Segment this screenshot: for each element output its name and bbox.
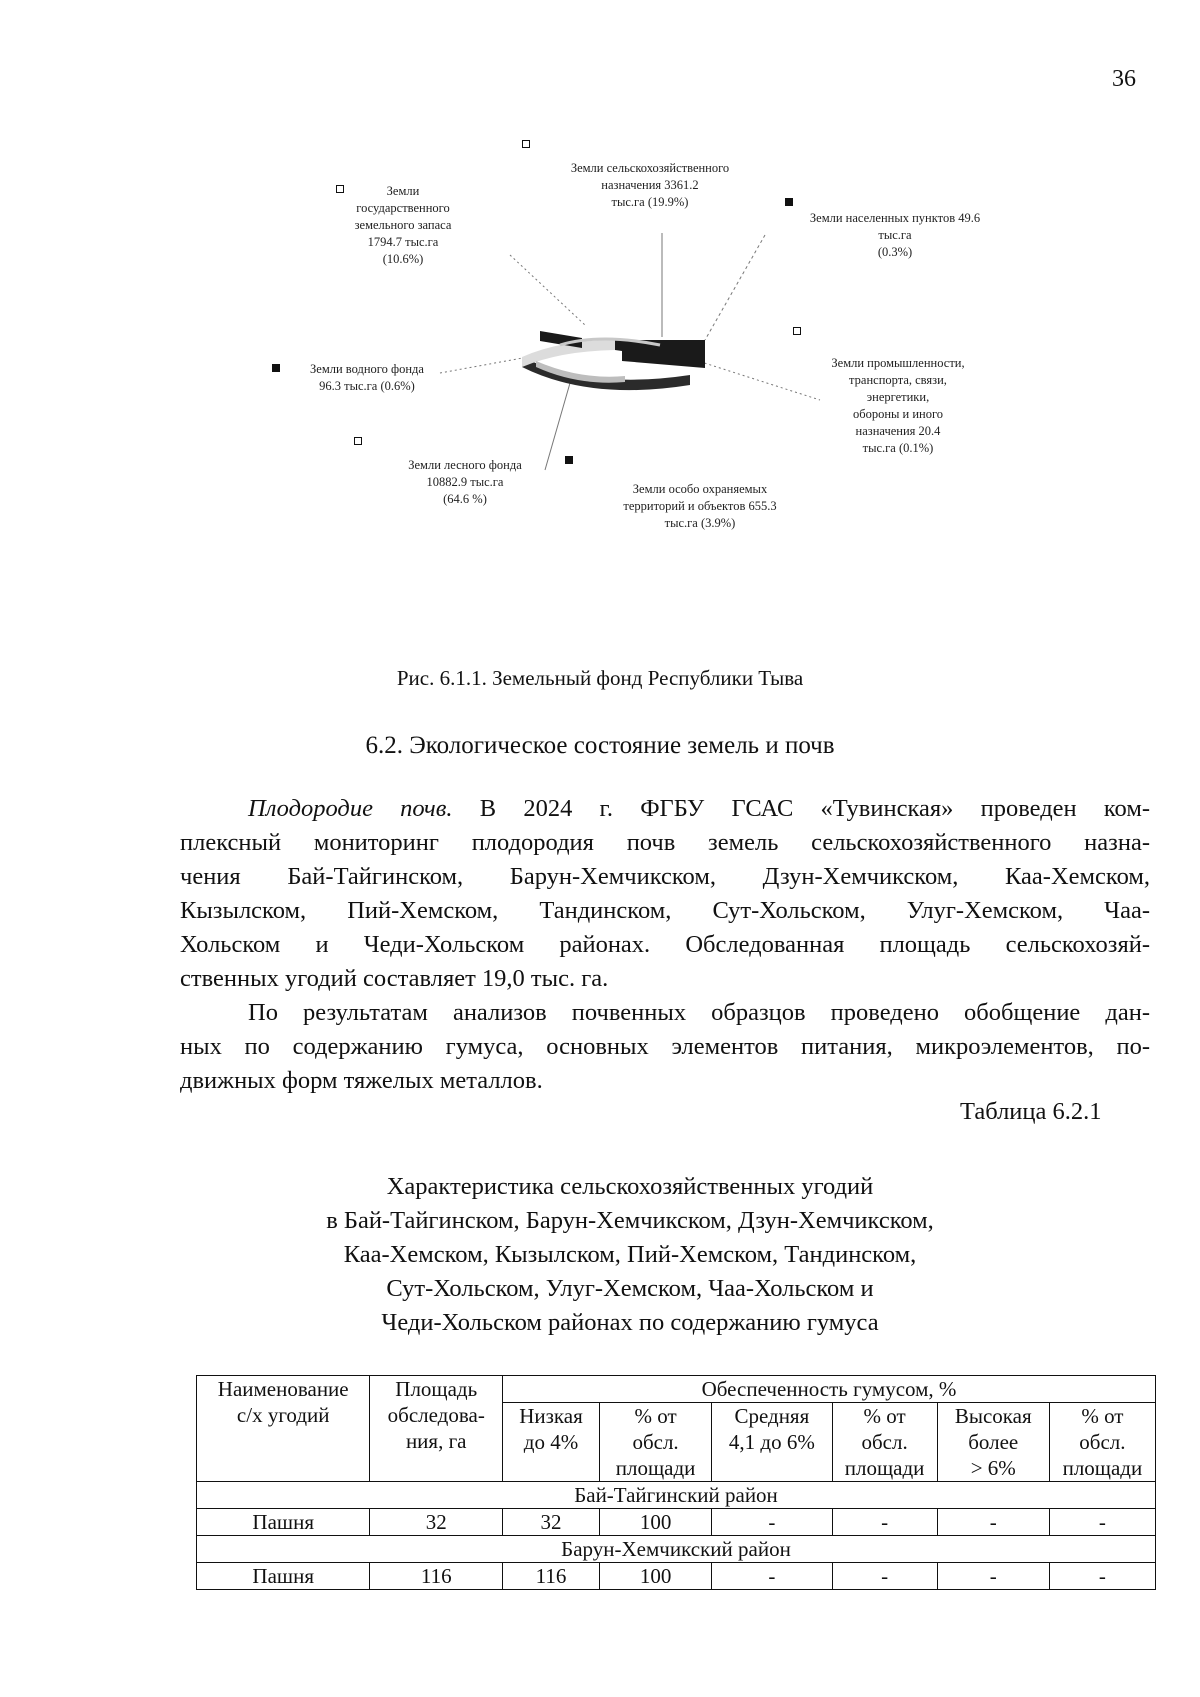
legend-marker-filled [272,364,280,372]
cell-high: - [937,1509,1049,1536]
table-label: Таблица 6.2.1 [960,1098,1102,1125]
cell-high-percent: - [1049,1563,1155,1590]
paragraph-line: Хольском и Чеди-Хольском районах. Обследованная площадь сельскохозяй- [180,931,1150,958]
paragraph-lead: Плодородие почв. [248,795,453,822]
paragraph-analysis [180,996,1150,1098]
paragraph-line: движных форм тяжелых металлов. [180,1067,543,1094]
region-row [197,1482,1156,1509]
cell-area: 32 [370,1509,503,1536]
legend-marker-open [522,140,530,148]
pie-slices [522,331,705,390]
header-low-percent: % от обсл. площади [599,1403,711,1482]
cell-medium-percent: - [832,1563,937,1590]
cell-high: - [937,1563,1049,1590]
cell-medium: - [712,1509,832,1536]
humus-table [196,1375,1156,1590]
cell-low-percent: 100 [599,1563,711,1590]
label-water-land: Земли водного фонда 96.3 тыс.га (0.6%) [310,362,424,393]
cell-low-percent: 100 [599,1509,711,1536]
label-protected-land: Земли особо охраняемых территорий и объектов 655.3 тыс.га (3.9%) [623,482,777,530]
header-high: Высокая более > 6% [937,1403,1049,1482]
region-name: Барун-Хемчикский район [197,1536,1156,1563]
leader-line [510,255,585,325]
paragraph-line: плексный мониторинг плодородия почв земель сельскохозяйственного назна- [180,829,1150,856]
header-medium-percent: % от обсл. площади [832,1403,937,1482]
paragraph-line: ственных угодий составляет 19,0 тыс. га. [180,965,609,992]
header-land-type: Наименование с/х угодий [197,1376,370,1482]
paragraph-line: По результатам анализов почвенных образцов проведено обобщение дан- [248,999,1150,1026]
region-row [197,1536,1156,1563]
paragraph-line: ных по содержанию гумуса, основных элементов питания, микроэлементов, по- [180,1033,1150,1060]
leader-line [705,235,765,340]
label-forest-land: Земли лесного фонда 10882.9 тыс.га (64.6 %) [408,458,522,506]
leader-line [695,360,820,400]
cell-medium: - [712,1563,832,1590]
cell-medium-percent: - [832,1509,937,1536]
legend-marker-open [354,437,362,445]
figure-caption: Рис. 6.1.1. Земельный фонд Республики Тыва [396,666,804,690]
header-medium: Средняя 4,1 до 6% [712,1403,832,1482]
page-number: 36 [1112,66,1136,92]
label-settlement-land: Земли населенных пунктов 49.6 тыс.га (0.3%) [809,211,981,259]
paragraph-soil-fertility [180,792,1150,996]
header-low: Низкая до 4% [503,1403,600,1482]
section-heading: 6.2. Экологическое состояние земель и почв [365,732,835,759]
cell-land-type: Пашня [197,1509,370,1536]
cell-low: 116 [503,1563,600,1590]
cell-area: 116 [370,1563,503,1590]
header-high-percent: % от обсл. площади [1049,1403,1155,1482]
header-humus-supply: Обеспеченность гумусом, % [503,1376,1156,1403]
table-title: Характеристика сельскохозяйственных угодий в Бай-Тайгинском, Барун-Хемчикском, Дзун-Хемчикском, Каа-Хемском, Кызылском, Пий-Хемском, Тандинском, Сут-Хольском, Улуг-Хемском, Чаа-Хольском и Чеди-Хольском районах по содержанию гумуса [326,1173,934,1336]
legend-marker-open [793,327,801,335]
cell-high-percent: - [1049,1509,1155,1536]
paragraph-line: Плодородие почв. В 2024 г. ФГБУ ГСАС «Тувинская» проведен ком- [248,795,1150,822]
pie-slice-protected [536,361,625,383]
cell-low: 32 [503,1509,600,1536]
header-area: Площадь обследова- ния, га [370,1376,503,1482]
legend-marker-filled [565,456,573,464]
cell-land-type: Пашня [197,1563,370,1590]
legend-marker-filled [785,198,793,206]
table-row [197,1563,1156,1590]
label-reserve-land: Земли государственного земельного запаса 1794.7 тыс.га (10.6%) [354,184,452,266]
label-agricultural-land: Земли сельскохозяйственного назначения 3361.2 тыс.га (19.9%) [570,161,730,209]
region-name: Бай-Тайгинский район [197,1482,1156,1509]
table-row [197,1509,1156,1536]
land-fund-pie-chart [260,135,1120,605]
paragraph-line: чения Бай-Тайгинском, Барун-Хемчикском, Дзун-Хемчикском, Каа-Хемском, [180,863,1150,890]
label-industry-land: Земли промышленности, транспорта, связи, энергетики, обороны и иного назначения 20.4 тыс.га (0.1%) [831,356,965,455]
paragraph-line: Кызылском, Пий-Хемском, Тандинском, Сут-Хольском, Улуг-Хемском, Чаа- [180,897,1150,924]
